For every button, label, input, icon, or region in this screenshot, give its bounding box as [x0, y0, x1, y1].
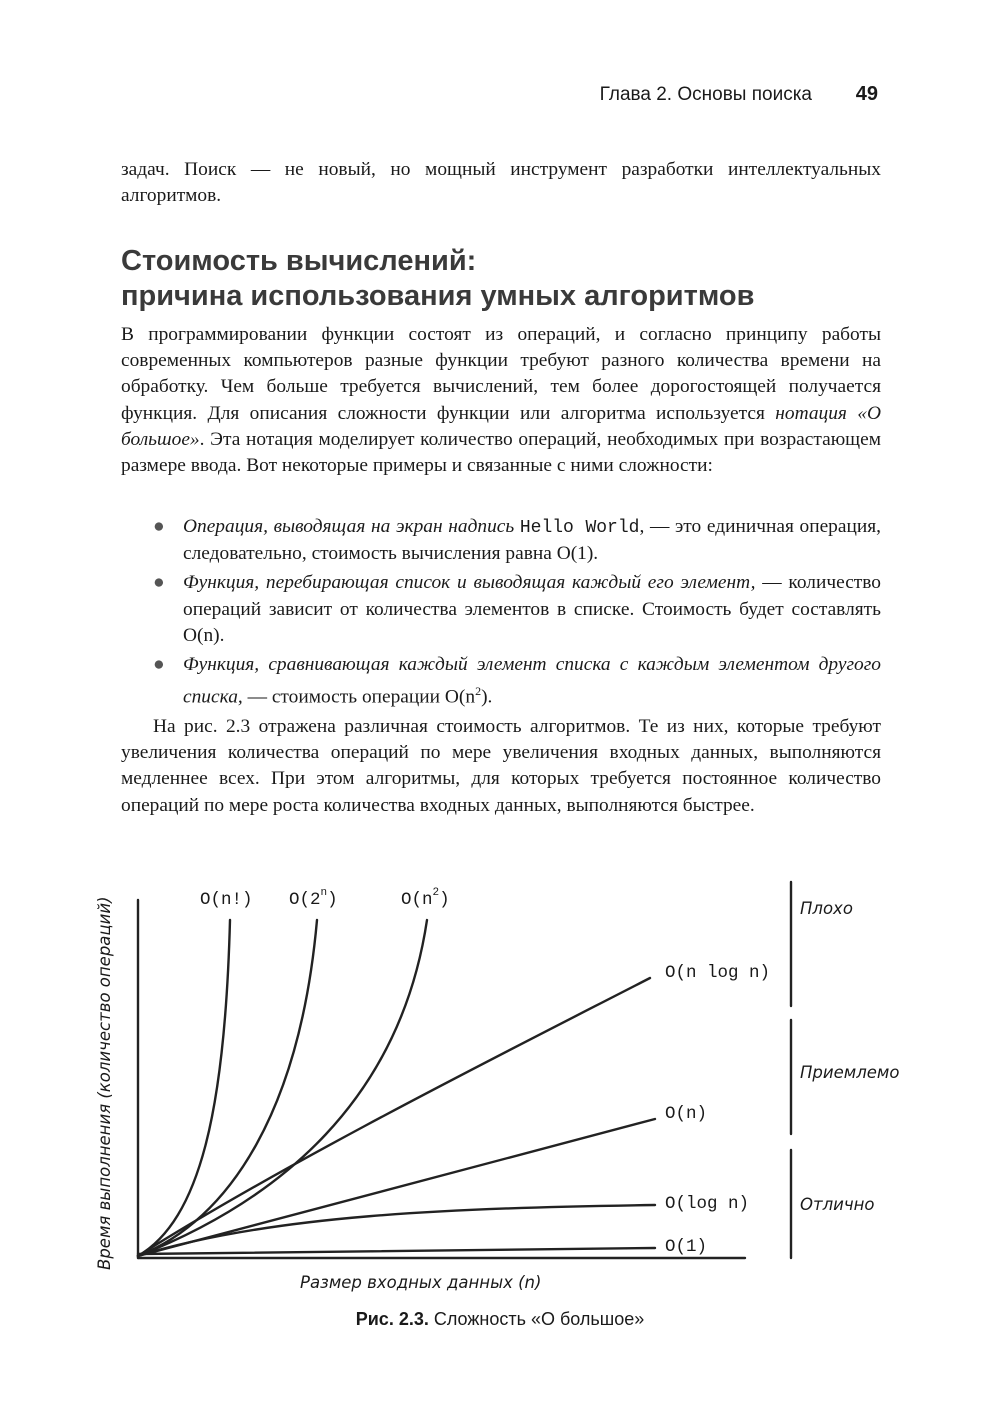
series-label-exponential: O(2$^n$) — [289, 887, 338, 910]
running-head: Глава 2. Основы поиска — [599, 84, 812, 105]
list-item-superscript: 2 — [475, 684, 482, 699]
paragraph-2: На рис. 2.3 отражена различная стоимость алгоритмов. Те из них, которые требуют увеличения количества операций по мере увеличения входных данных, выполняются медленнее всех. При этом алгоритмы, для которых требуется постоянное количество операций по мере роста количества входных данных, выполняются быстрее. — [121, 716, 881, 816]
list-item-text: , — это единичная операция, следовательно, стоимость вычисления равна O(1). — [183, 516, 881, 565]
complexity-examples-list — [121, 514, 881, 714]
category-bad: Плохо — [800, 899, 853, 918]
series-label-linear: O(n) — [665, 1104, 708, 1124]
paragraph-1 — [121, 322, 881, 479]
heading-line-1: Стоимость вычислений: — [121, 245, 477, 277]
list-item-tail: ). — [481, 686, 493, 708]
paragraph-1-text-a: В программировании функции состоят из операций, и согласно принципу работы современных компьютеров разные функции требуют разного количества времени на обработку. Чем больше требуется вычислений, тем более дорогостоящей получается функция. Для описания сложности функции или алгоритма используется — [121, 324, 881, 424]
list-item — [121, 570, 881, 649]
list-item — [121, 514, 881, 567]
big-o-chart — [90, 860, 920, 1300]
lead-paragraph: задач. Поиск — не новый, но мощный инструмент разработки интеллектуальных алгоритмов. — [121, 159, 881, 207]
category-excellent: Отлично — [800, 1195, 875, 1214]
list-item — [121, 652, 881, 711]
series-label-constant: O(1) — [665, 1237, 708, 1257]
heading-line-2: причина использования умных алгоритмов — [121, 280, 755, 312]
figure-caption — [0, 1309, 1000, 1330]
series-line-constant — [138, 1248, 655, 1254]
bullet-icon: ● — [153, 516, 165, 537]
list-item-italic: Функция, перебирающая список и выводящая каждый его элемент, — [183, 572, 756, 594]
y-axis-label: Время выполнения (количество операций) — [95, 896, 114, 1270]
series-line-linear — [138, 1119, 655, 1256]
section-heading — [121, 244, 881, 314]
series-label-factorial: O(n!) — [200, 890, 253, 910]
category-acceptable: Приемлемо — [800, 1063, 900, 1082]
series-label-nlogn: O(n log n) — [665, 963, 771, 983]
paragraph-1-term: нотация «О большое» — [121, 402, 882, 450]
list-item-italic: Функция, сравнивающая каждый элемент списка с каждым элементом другого списка, — [183, 654, 881, 708]
caption-text: Сложность «О большое» — [428, 1309, 645, 1329]
x-axis-label: Размер входных данных (n) — [300, 1273, 542, 1292]
page-header — [120, 84, 880, 114]
list-item-text: — количество операций зависит от количества элементов в списке. Стоимость будет составлять O(n). — [183, 572, 881, 646]
list-item-text: — стоимость операции O(n — [242, 686, 476, 708]
series-label-log: O(log n) — [665, 1194, 750, 1214]
series-line-factorial — [138, 920, 230, 1256]
list-item-italic: Операция, выводящая на экран надпись — [183, 516, 515, 537]
list-item-code: Hello World — [519, 518, 640, 538]
bullet-icon: ● — [153, 654, 165, 676]
series-label-quadratic: $O(n^2)$ — [401, 887, 450, 910]
page-number: 49 — [855, 83, 878, 105]
caption-label: Рис. 2.3. — [355, 1309, 429, 1329]
paragraph-1-text-b: . Эта нотация моделирует количество операций, необходимых при возрастающем размере ввода. Вот некоторые примеры и связанные с ними сложности: — [121, 428, 881, 477]
bullet-icon: ● — [153, 572, 165, 594]
